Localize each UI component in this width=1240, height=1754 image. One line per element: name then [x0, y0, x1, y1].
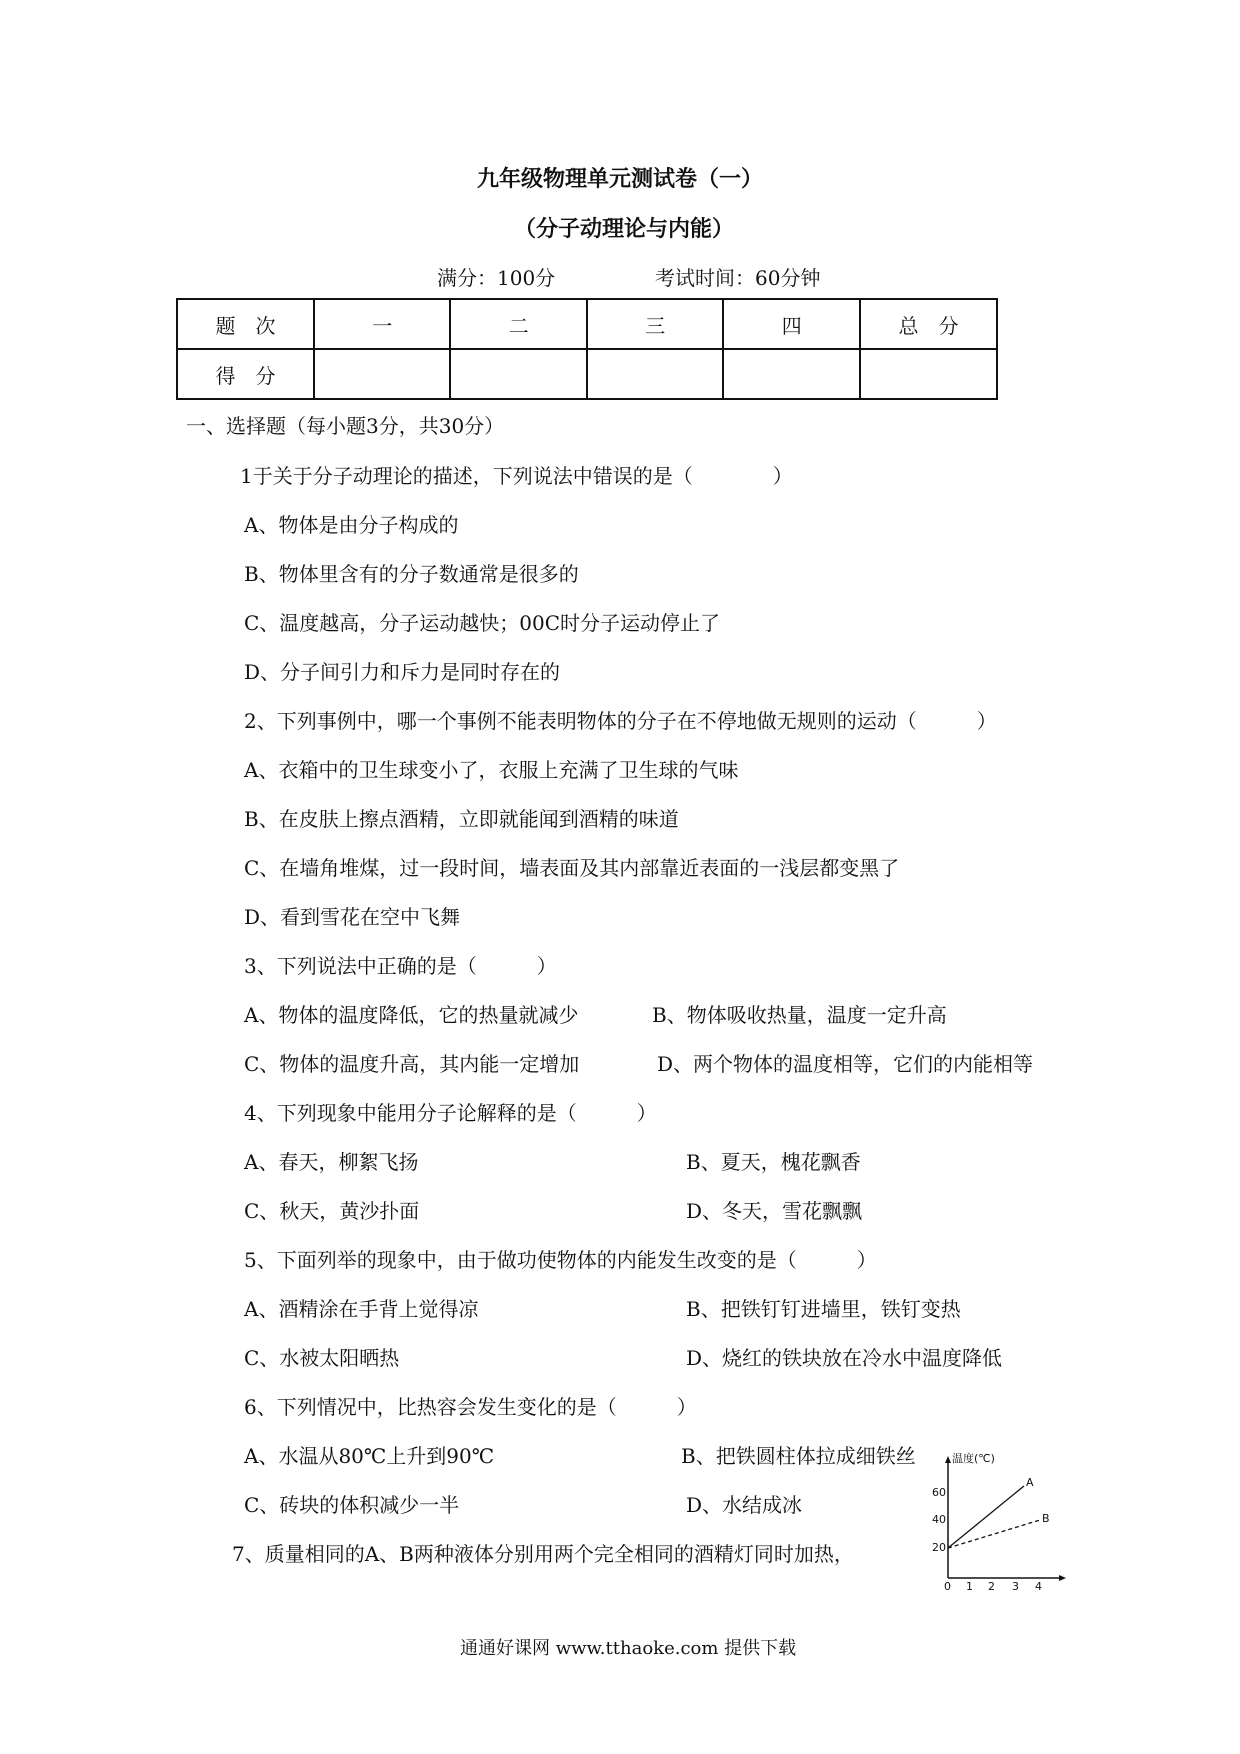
score-table-cell	[587, 349, 724, 399]
page-title: 九年级物理单元测试卷（一）	[477, 166, 764, 192]
full-score: 满分：100分	[437, 266, 556, 290]
x-tick-label: 2	[988, 1580, 995, 1590]
option: C、砖块的体积减少一半	[244, 1493, 460, 1517]
score-table-cell: 题 次	[177, 299, 314, 349]
score-table-cell	[314, 349, 451, 399]
question-stem: 2、下列事例中，哪一个事例不能表明物体的分子在不停地做无规则的运动（ ）	[244, 709, 997, 733]
score-table-cell: 得 分	[177, 349, 314, 399]
score-table-cell: 总 分	[860, 299, 997, 349]
page-subtitle: （分子动理论与内能）	[514, 216, 735, 242]
y-tick-label: 20	[932, 1541, 946, 1554]
line-a	[948, 1486, 1024, 1548]
score-table	[176, 298, 998, 400]
option: A、物体的温度降低，它的热量就减少	[244, 1003, 579, 1027]
option: C、秋天，黄沙扑面	[244, 1199, 420, 1223]
option: D、两个物体的温度相等，它们的内能相等	[657, 1052, 1034, 1076]
option: C、温度越高，分子运动越快；00C时分子运动停止了	[244, 611, 721, 635]
line-b	[948, 1520, 1040, 1548]
question-stem: 3、下列说法中正确的是（ ）	[244, 954, 557, 978]
score-table-cell: 三	[587, 299, 724, 349]
y-axis-arrow-icon	[945, 1456, 951, 1463]
question-stem: 1于关于分子动理论的描述，下列说法中错误的是（ ）	[240, 464, 793, 488]
option: D、分子间引力和斥力是同时存在的	[244, 660, 561, 684]
question-stem: 4、下列现象中能用分子论解释的是（ ）	[244, 1101, 657, 1125]
score-table-cell: 四	[723, 299, 860, 349]
score-table-cell: 一	[314, 299, 451, 349]
option: B、夏天，槐花飘香	[686, 1150, 861, 1174]
score-table-score-row	[177, 349, 997, 399]
option: A、春天，柳絮飞扬	[244, 1150, 419, 1174]
section-heading: 一、选择题（每小题3分，共30分）	[186, 414, 505, 438]
option: C、在墙角堆煤，过一段时间，墙表面及其内部靠近表面的一浅层都变黑了	[244, 856, 900, 880]
option: D、冬天，雪花飘飘	[686, 1199, 863, 1223]
score-table-cell	[450, 349, 587, 399]
question-stem: 7、质量相同的A、B两种液体分别用两个完全相同的酒精灯同时加热，	[232, 1542, 854, 1566]
score-table-cell	[723, 349, 860, 399]
x-tick-label: 3	[1012, 1580, 1019, 1590]
score-table-cell: 二	[450, 299, 587, 349]
option: A、衣箱中的卫生球变小了，衣服上充满了卫生球的气味	[244, 758, 739, 782]
exam-time: 考试时间：60分钟	[655, 266, 821, 290]
x-tick-label: 1	[966, 1580, 973, 1590]
score-table-cell	[860, 349, 997, 399]
x-tick-label: 0	[944, 1580, 951, 1590]
line-a-label: A	[1026, 1476, 1034, 1489]
score-table-header-row	[177, 299, 997, 349]
option: D、水结成冰	[686, 1493, 803, 1517]
question-stem: 5、下面列举的现象中，由于做功使物体的内能发生改变的是（ ）	[244, 1248, 877, 1272]
option: A、酒精涂在手背上觉得凉	[244, 1297, 479, 1321]
option: B、把铁钉钉进墙里，铁钉变热	[686, 1297, 961, 1321]
option: C、物体的温度升高，其内能一定增加	[244, 1052, 580, 1076]
y-axis-label: 温度(℃)	[952, 1452, 995, 1465]
x-tick-label: 4	[1035, 1580, 1042, 1590]
temperature-graph	[932, 1448, 1072, 1590]
line-b-label: B	[1042, 1512, 1050, 1525]
option: C、水被太阳晒热	[244, 1346, 400, 1370]
y-tick-label: 60	[932, 1486, 946, 1499]
option: B、在皮肤上擦点酒精，立即就能闻到酒精的味道	[244, 807, 679, 831]
option: A、物体是由分子构成的	[244, 513, 459, 537]
y-tick-label: 40	[932, 1513, 946, 1526]
option: D、烧红的铁块放在冷水中温度降低	[686, 1346, 1003, 1370]
option: A、水温从80℃上升到90℃	[244, 1444, 495, 1468]
question-stem: 6、下列情况中，比热容会发生变化的是（ ）	[244, 1395, 697, 1419]
footer-text: 通通好课网 www.tthaoke.com 提供下载	[460, 1638, 797, 1659]
option: B、物体里含有的分子数通常是很多的	[244, 562, 579, 586]
option: B、物体吸收热量，温度一定升高	[652, 1003, 947, 1027]
option: B、把铁圆柱体拉成细铁丝	[681, 1444, 916, 1468]
x-axis-arrow-icon	[1059, 1575, 1066, 1581]
option: D、看到雪花在空中飞舞	[244, 905, 461, 929]
